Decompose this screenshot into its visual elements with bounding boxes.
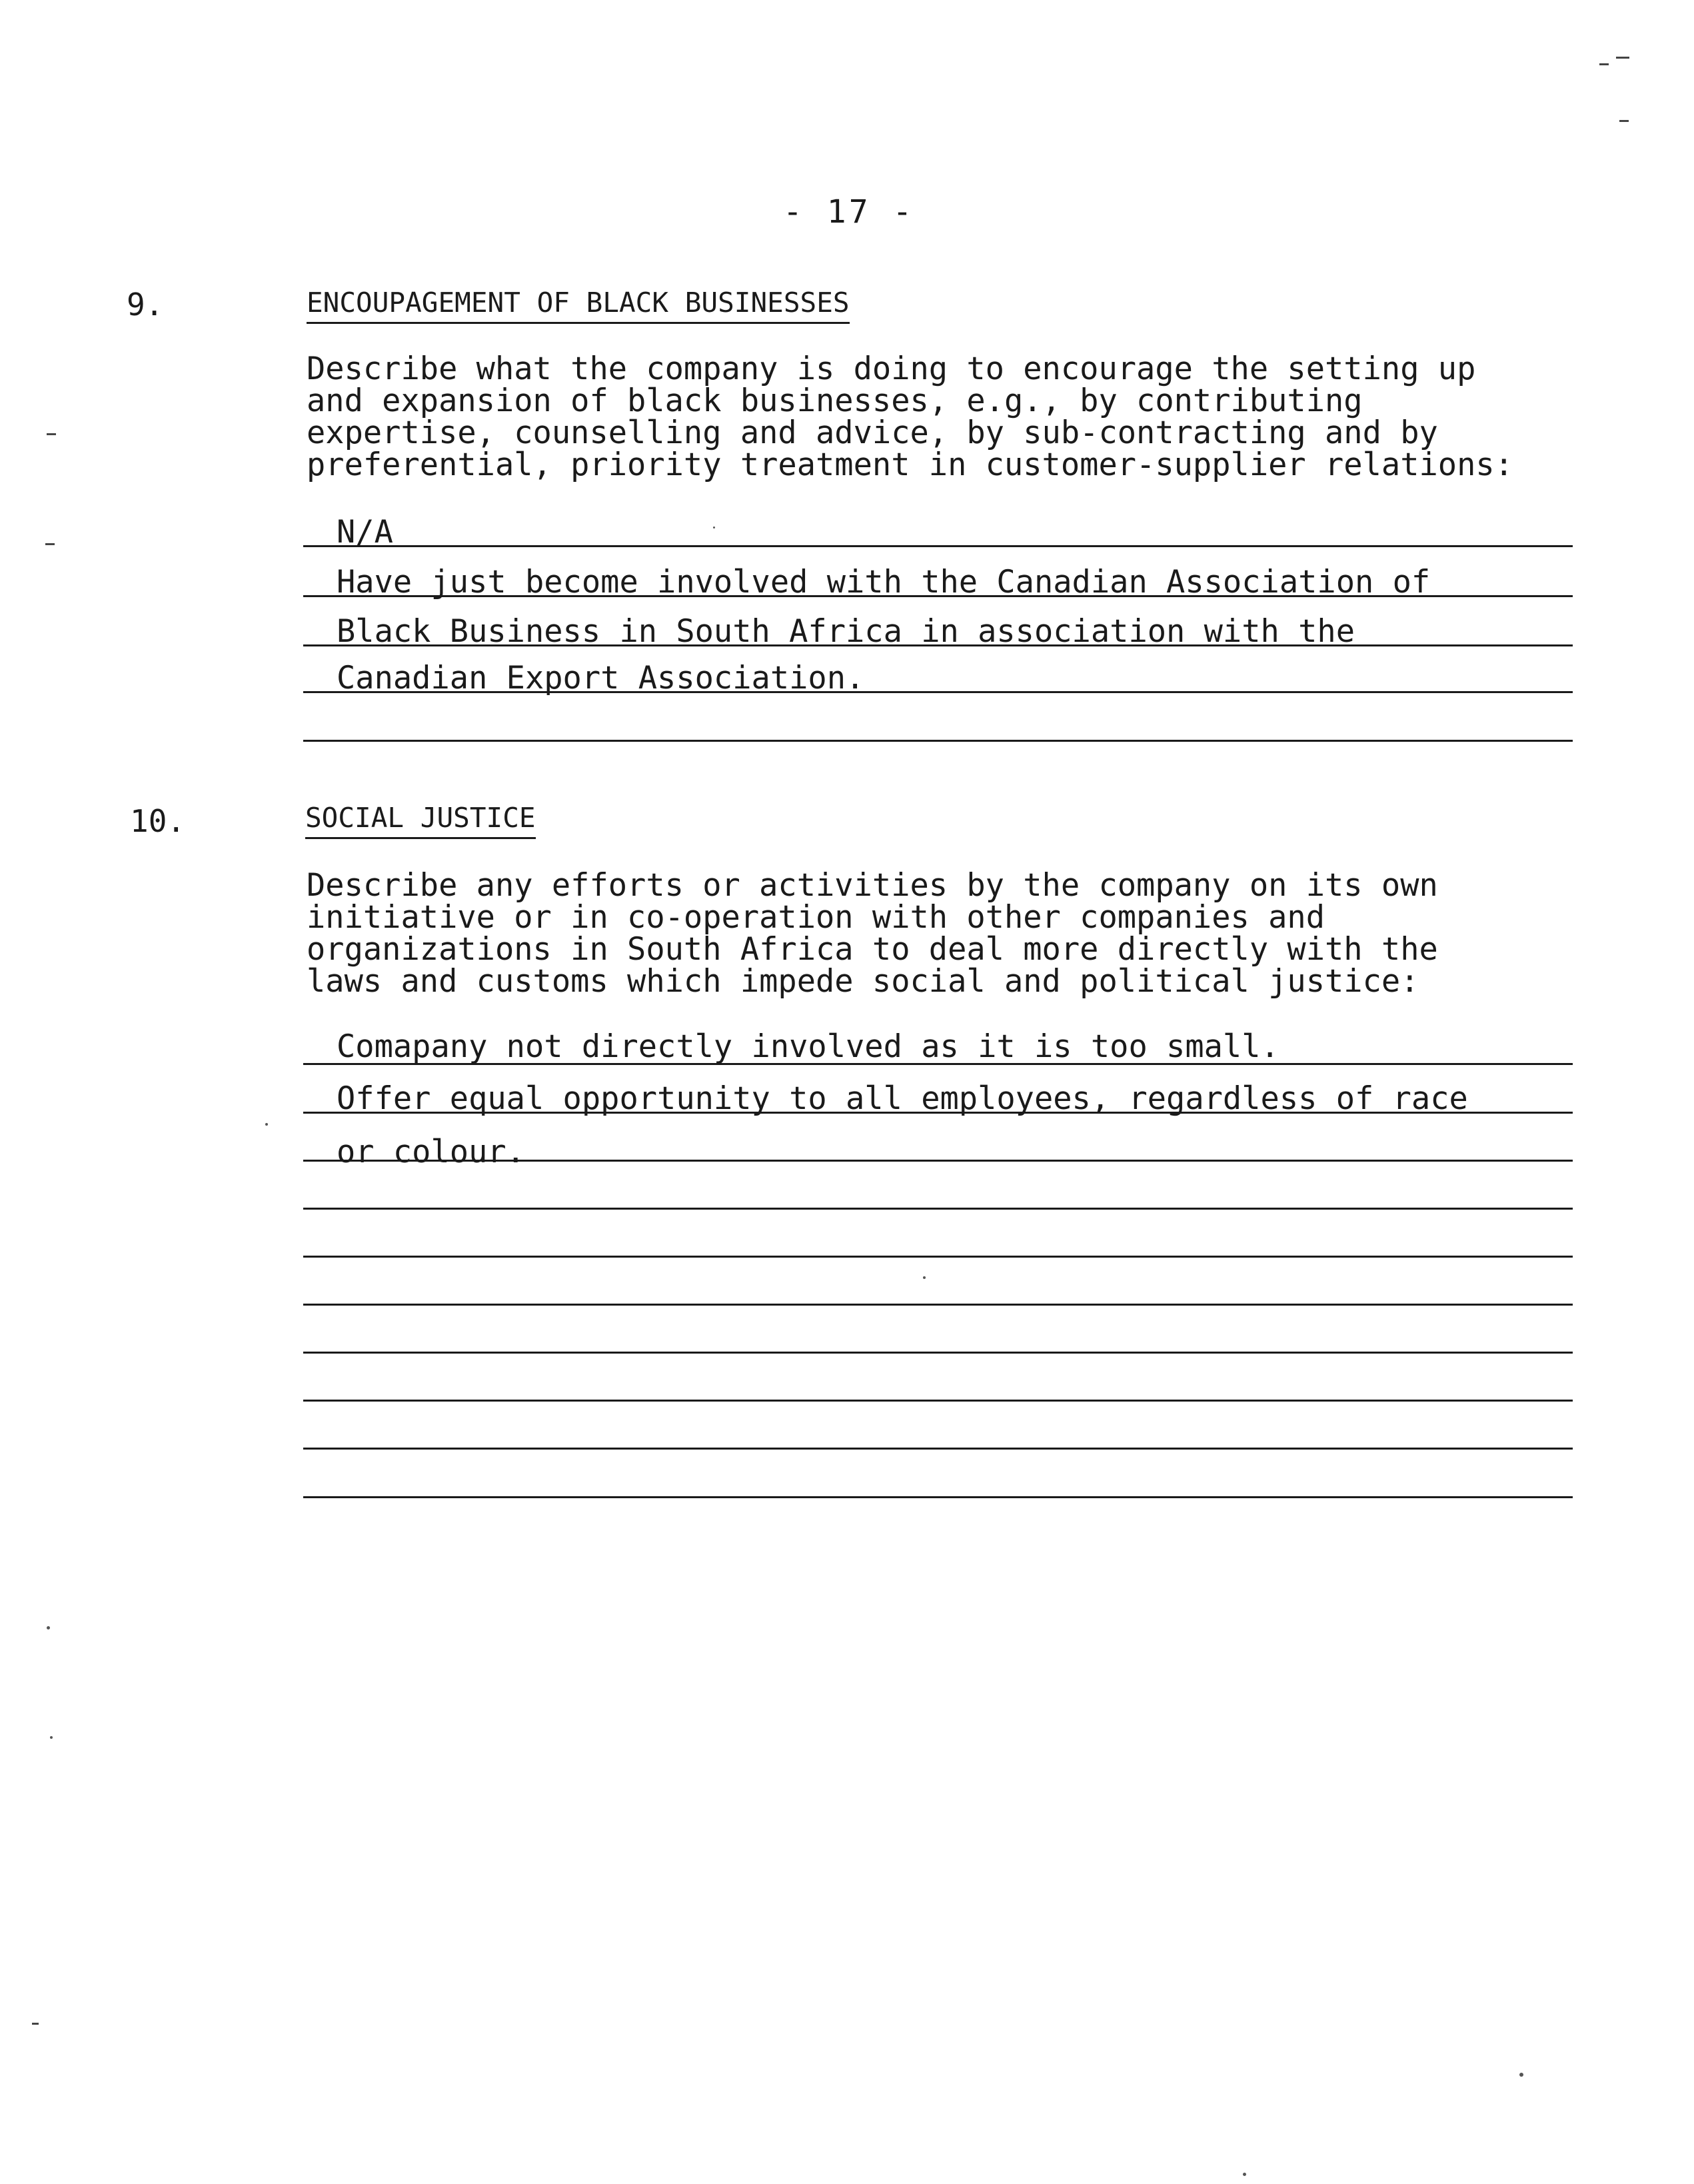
scan-speck	[1616, 57, 1629, 59]
answer-rule	[303, 691, 1573, 693]
scan-speck	[50, 1736, 53, 1739]
scan-speck	[32, 2023, 39, 2025]
section-10-heading: SOCIAL JUSTICE	[305, 803, 536, 839]
scan-speck	[47, 433, 56, 435]
section-10-number: 10.	[130, 803, 186, 839]
scan-speck	[1599, 63, 1609, 65]
section-9-answer-line-4: Canadian Export Association.	[337, 660, 865, 696]
answer-rule	[303, 740, 1573, 742]
answer-rule	[303, 1448, 1573, 1450]
scan-speck	[265, 1123, 268, 1126]
section-9-heading: ENCOUPAGEMENT OF BLACK BUSINESSES	[307, 288, 850, 324]
section-9-description: Describe what the company is doing to encourage the setting up and expansion of black businesses, e.g., by contributing expertise, counselling and advice, by sub-contracting and by preferential, priority treatment in customer-supplier relations:	[307, 351, 1513, 483]
scan-speck	[45, 543, 55, 545]
section-9-answer-line-3: Black Business in South Africa in association with the	[337, 613, 1355, 650]
answer-rule	[303, 1063, 1573, 1065]
section-9-answer-line-2: Have just become involved with the Canadian Association of	[337, 564, 1431, 600]
section-9-number: 9.	[127, 287, 164, 323]
scan-speck	[47, 1626, 50, 1630]
section-10-answer-line-3: or colour.	[337, 1134, 525, 1170]
answer-rule	[303, 1400, 1573, 1402]
scan-speck	[923, 1276, 926, 1279]
scan-speck	[1619, 120, 1629, 122]
section-10-answer-line-1: Comapany not directly involved as it is too small.	[337, 1028, 1279, 1065]
answer-rule	[303, 1256, 1573, 1258]
scan-speck	[1519, 2073, 1523, 2077]
answer-rule	[303, 1496, 1573, 1498]
answer-rule	[303, 1160, 1573, 1162]
answer-rule	[303, 1352, 1573, 1354]
scan-speck	[713, 527, 715, 529]
answer-rule	[303, 1304, 1573, 1306]
answer-rule	[303, 1208, 1573, 1210]
section-9-answer-line-1: N/A	[337, 514, 393, 550]
section-10-description: Describe any efforts or activities by the company on its own initiative or in co-operation with other companies and organizations in South Africa to deal more directly with the laws and customs which impede social and political justice:	[307, 867, 1438, 1000]
scan-speck	[1243, 2173, 1246, 2176]
page-number: - 17 -	[783, 193, 915, 231]
answer-rule	[303, 545, 1573, 547]
answer-rule	[303, 644, 1573, 646]
answer-rule	[303, 1112, 1573, 1114]
answer-rule	[303, 595, 1573, 597]
section-10-answer-line-2: Offer equal opportunity to all employees, regardless of race	[337, 1080, 1468, 1117]
